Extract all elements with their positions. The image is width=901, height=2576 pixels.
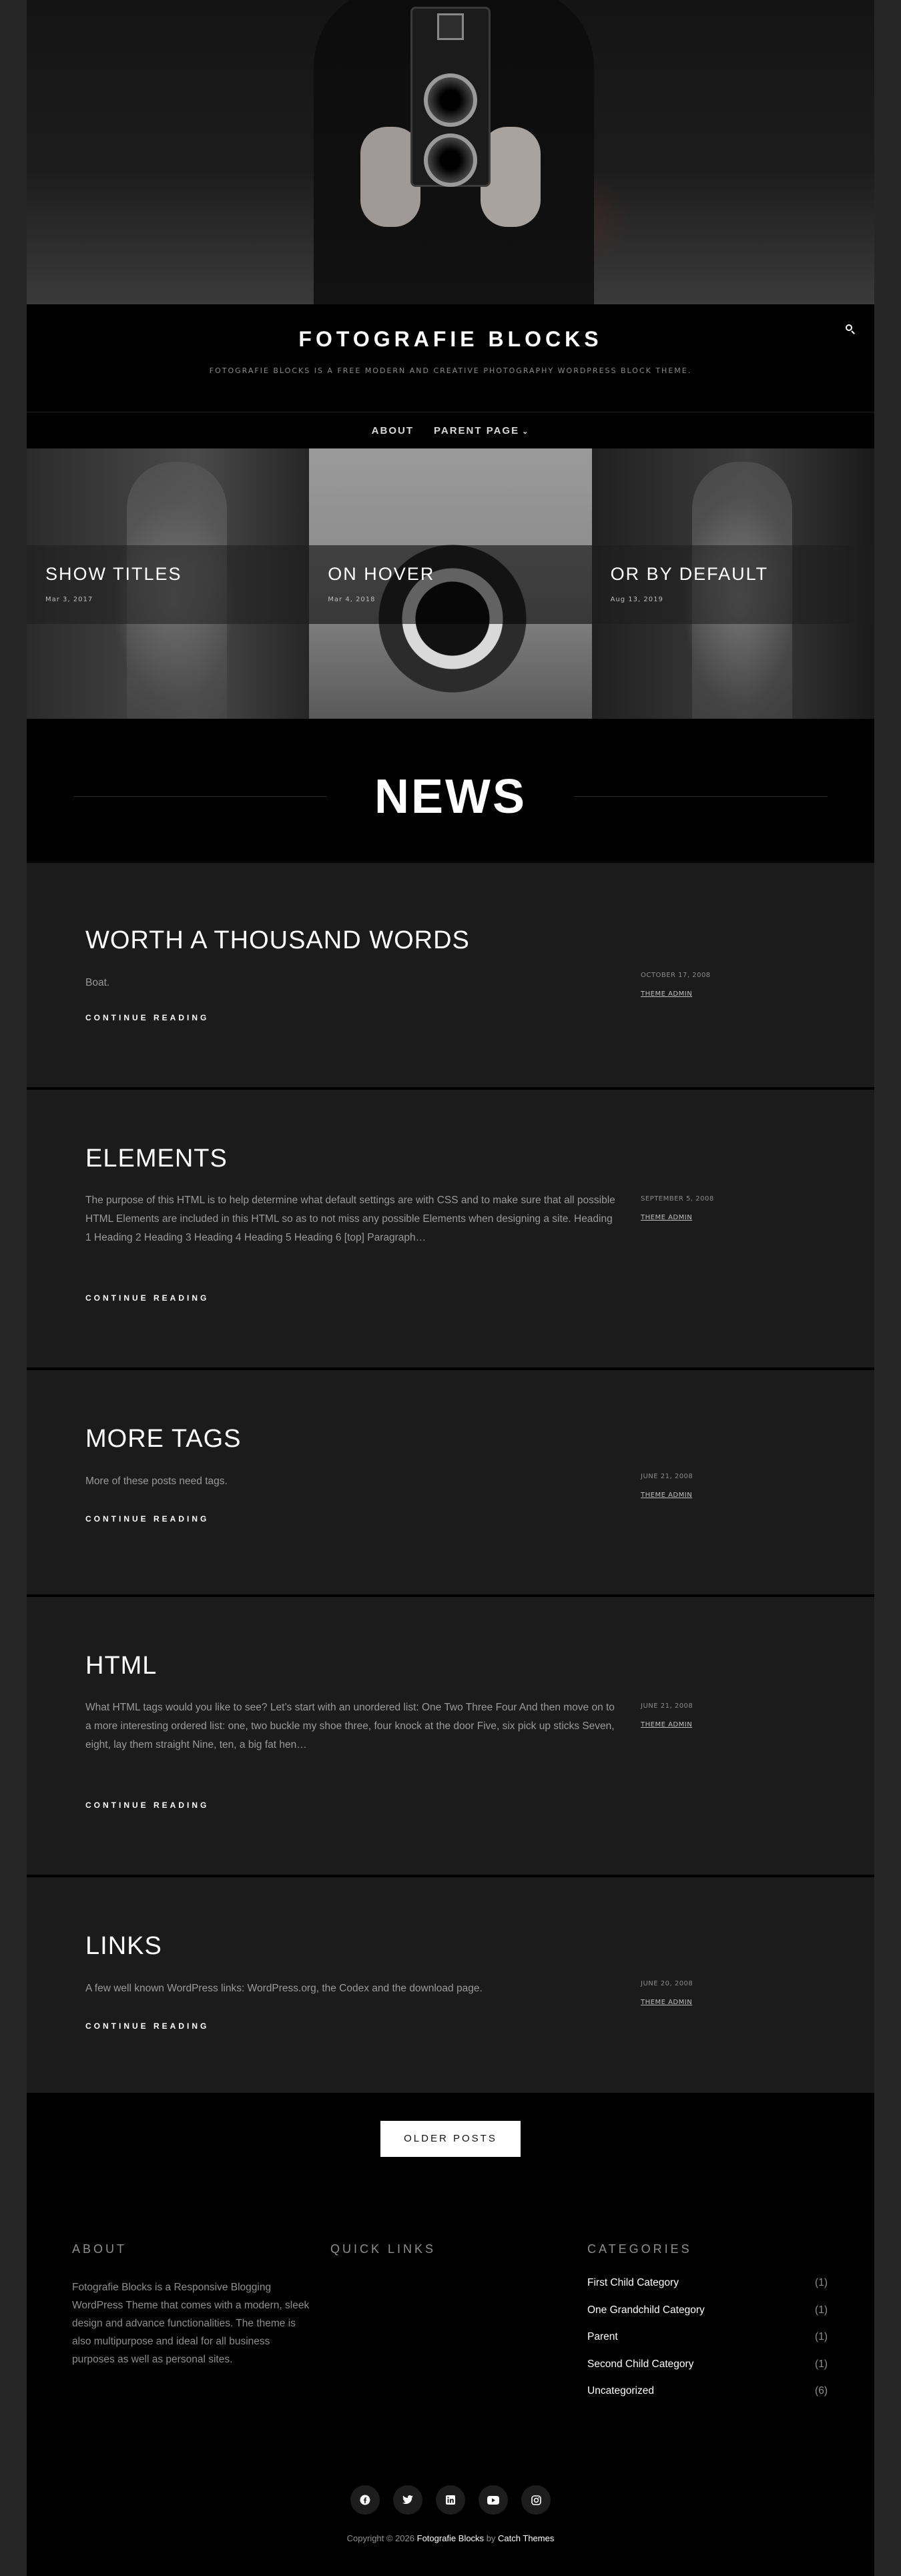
primary-navigation — [27, 412, 874, 448]
chevron-down-icon: ⌄ — [522, 427, 530, 436]
divider — [574, 796, 828, 797]
featured-card[interactable] — [592, 448, 874, 719]
continue-reading-link[interactable]: CONTINUE READING — [85, 1293, 210, 1303]
facebook-icon[interactable] — [350, 2485, 380, 2515]
copyright-text: Copyright © 2026 Fotografie Blocks by Catch Themes — [346, 2533, 555, 2543]
pagination — [27, 2093, 874, 2173]
post-title[interactable]: WORTH A THOUSAND WORDS — [85, 926, 470, 954]
featured-card[interactable] — [309, 448, 591, 719]
youtube-icon[interactable] — [479, 2485, 508, 2515]
continue-reading-link[interactable]: CONTINUE READING — [85, 1801, 210, 1810]
featured-title[interactable]: ON HOVER — [328, 564, 435, 584]
nav-item-parent-page[interactable]: PARENT PAGE ⌄ — [433, 424, 530, 436]
post-author-link[interactable]: THEME ADMIN — [641, 1999, 693, 2006]
post-title[interactable]: ELEMENTS — [85, 1145, 228, 1173]
site-wrapper — [27, 0, 874, 2576]
post-excerpt: A few well known WordPress links: WordPress.org, the Codex and the download page. — [85, 1983, 483, 1994]
featured-slider — [27, 448, 874, 719]
widget-title-categories: CATEGORIES — [587, 2242, 692, 2256]
header-hero-image — [27, 0, 874, 304]
social-links — [27, 2485, 874, 2515]
continue-reading-link[interactable]: CONTINUE READING — [85, 1013, 210, 1022]
post-date[interactable]: JUNE 21, 2008 — [641, 1473, 693, 1480]
continue-reading-link[interactable]: CONTINUE READING — [85, 1514, 210, 1524]
section-title: NEWS — [374, 770, 527, 824]
page-edge — [874, 0, 901, 2576]
post-author-link[interactable]: THEME ADMIN — [641, 1721, 693, 1728]
instagram-icon[interactable] — [521, 2485, 551, 2515]
site-title[interactable]: FOTOGRAFIE BLOCKS — [298, 327, 603, 351]
category-item[interactable]: Parent (1) — [587, 2331, 828, 2342]
featured-date: Mar 4, 2018 — [328, 596, 376, 603]
post-article — [27, 863, 874, 1090]
post-article — [27, 1877, 874, 2093]
post-author-link[interactable]: THEME ADMIN — [641, 990, 693, 998]
featured-date: Aug 13, 2019 — [610, 596, 663, 603]
post-excerpt: The purpose of this HTML is to help determine what default settings are with CSS and to make sure that all possible HTML Elements are included in this HTML so as to not miss any possible Elements when designing a site. Heading 1 Heading 2 Heading 3 Heading 4 Heading 5 Heading 6 [top] Paragraph… — [85, 1195, 615, 1243]
category-item[interactable]: Uncategorized (6) — [587, 2385, 828, 2396]
featured-card[interactable] — [27, 448, 309, 719]
linkedin-icon[interactable] — [436, 2485, 465, 2515]
site-branding — [27, 304, 874, 412]
search-icon — [846, 324, 852, 331]
category-item[interactable]: Second Child Category (1) — [587, 2358, 828, 2370]
news-section-header — [27, 719, 874, 863]
featured-date: Mar 3, 2017 — [45, 596, 93, 603]
post-title[interactable]: MORE TAGS — [85, 1425, 242, 1453]
twitter-icon[interactable] — [393, 2485, 422, 2515]
post-author-link[interactable]: THEME ADMIN — [641, 1492, 693, 1499]
post-article — [27, 1090, 874, 1370]
older-posts-button[interactable]: OLDER POSTS — [380, 2121, 521, 2157]
post-author-link[interactable]: THEME ADMIN — [641, 1214, 693, 1221]
category-item[interactable]: One Grandchild Category (1) — [587, 2304, 828, 2316]
about-text: Fotografie Blocks is a Responsive Blogging WordPress Theme that comes with a modern, sleek design and advance functionalities. The theme is also multipurpose and ideal for all business purposes as well as personal sites. — [72, 2282, 310, 2365]
featured-title[interactable]: SHOW TITLES — [45, 564, 182, 584]
post-date[interactable]: JUNE 20, 2008 — [641, 1980, 693, 1987]
copyright-site-link[interactable]: Fotografie Blocks — [416, 2533, 485, 2543]
post-excerpt: What HTML tags would you like to see? Let’s start with an unordered list: One Two Three Four And then move on to a more interesting ordered list: one, two buckle my shoe three, four knock at the door Five, six pick up sticks Seven, eight, lay them straight Nine, ten, a big fat hen… — [85, 1702, 615, 1750]
post-excerpt: More of these posts need tags. — [85, 1476, 228, 1487]
search-toggle-button[interactable] — [844, 323, 858, 336]
post-excerpt: Boat. — [85, 977, 110, 988]
post-date[interactable]: OCTOBER 17, 2008 — [641, 972, 711, 979]
post-date[interactable]: JUNE 21, 2008 — [641, 1702, 693, 1710]
post-title[interactable]: LINKS — [85, 1932, 162, 1960]
featured-title[interactable]: OR BY DEFAULT — [610, 564, 769, 584]
site-tagline: FOTOGRAFIE BLOCKS IS A FREE MODERN AND CREATIVE PHOTOGRAPHY WORDPRESS BLOCK THEME. — [209, 366, 692, 375]
categories-list — [587, 2277, 828, 2412]
post-article — [27, 1597, 874, 1877]
post-date[interactable]: SEPTEMBER 5, 2008 — [641, 1195, 714, 1203]
category-item[interactable]: First Child Category (1) — [587, 2277, 828, 2288]
widget-title-quick-links: QUICK LINKS — [330, 2242, 436, 2256]
post-article — [27, 1370, 874, 1597]
site-footer — [27, 2173, 874, 2576]
post-title[interactable]: HTML — [85, 1652, 158, 1680]
copyright-author-link[interactable]: Catch Themes — [498, 2533, 555, 2543]
nav-item-about[interactable]: ABOUT — [371, 424, 414, 436]
continue-reading-link[interactable]: CONTINUE READING — [85, 2021, 210, 2031]
widget-title-about: ABOUT — [72, 2242, 127, 2256]
